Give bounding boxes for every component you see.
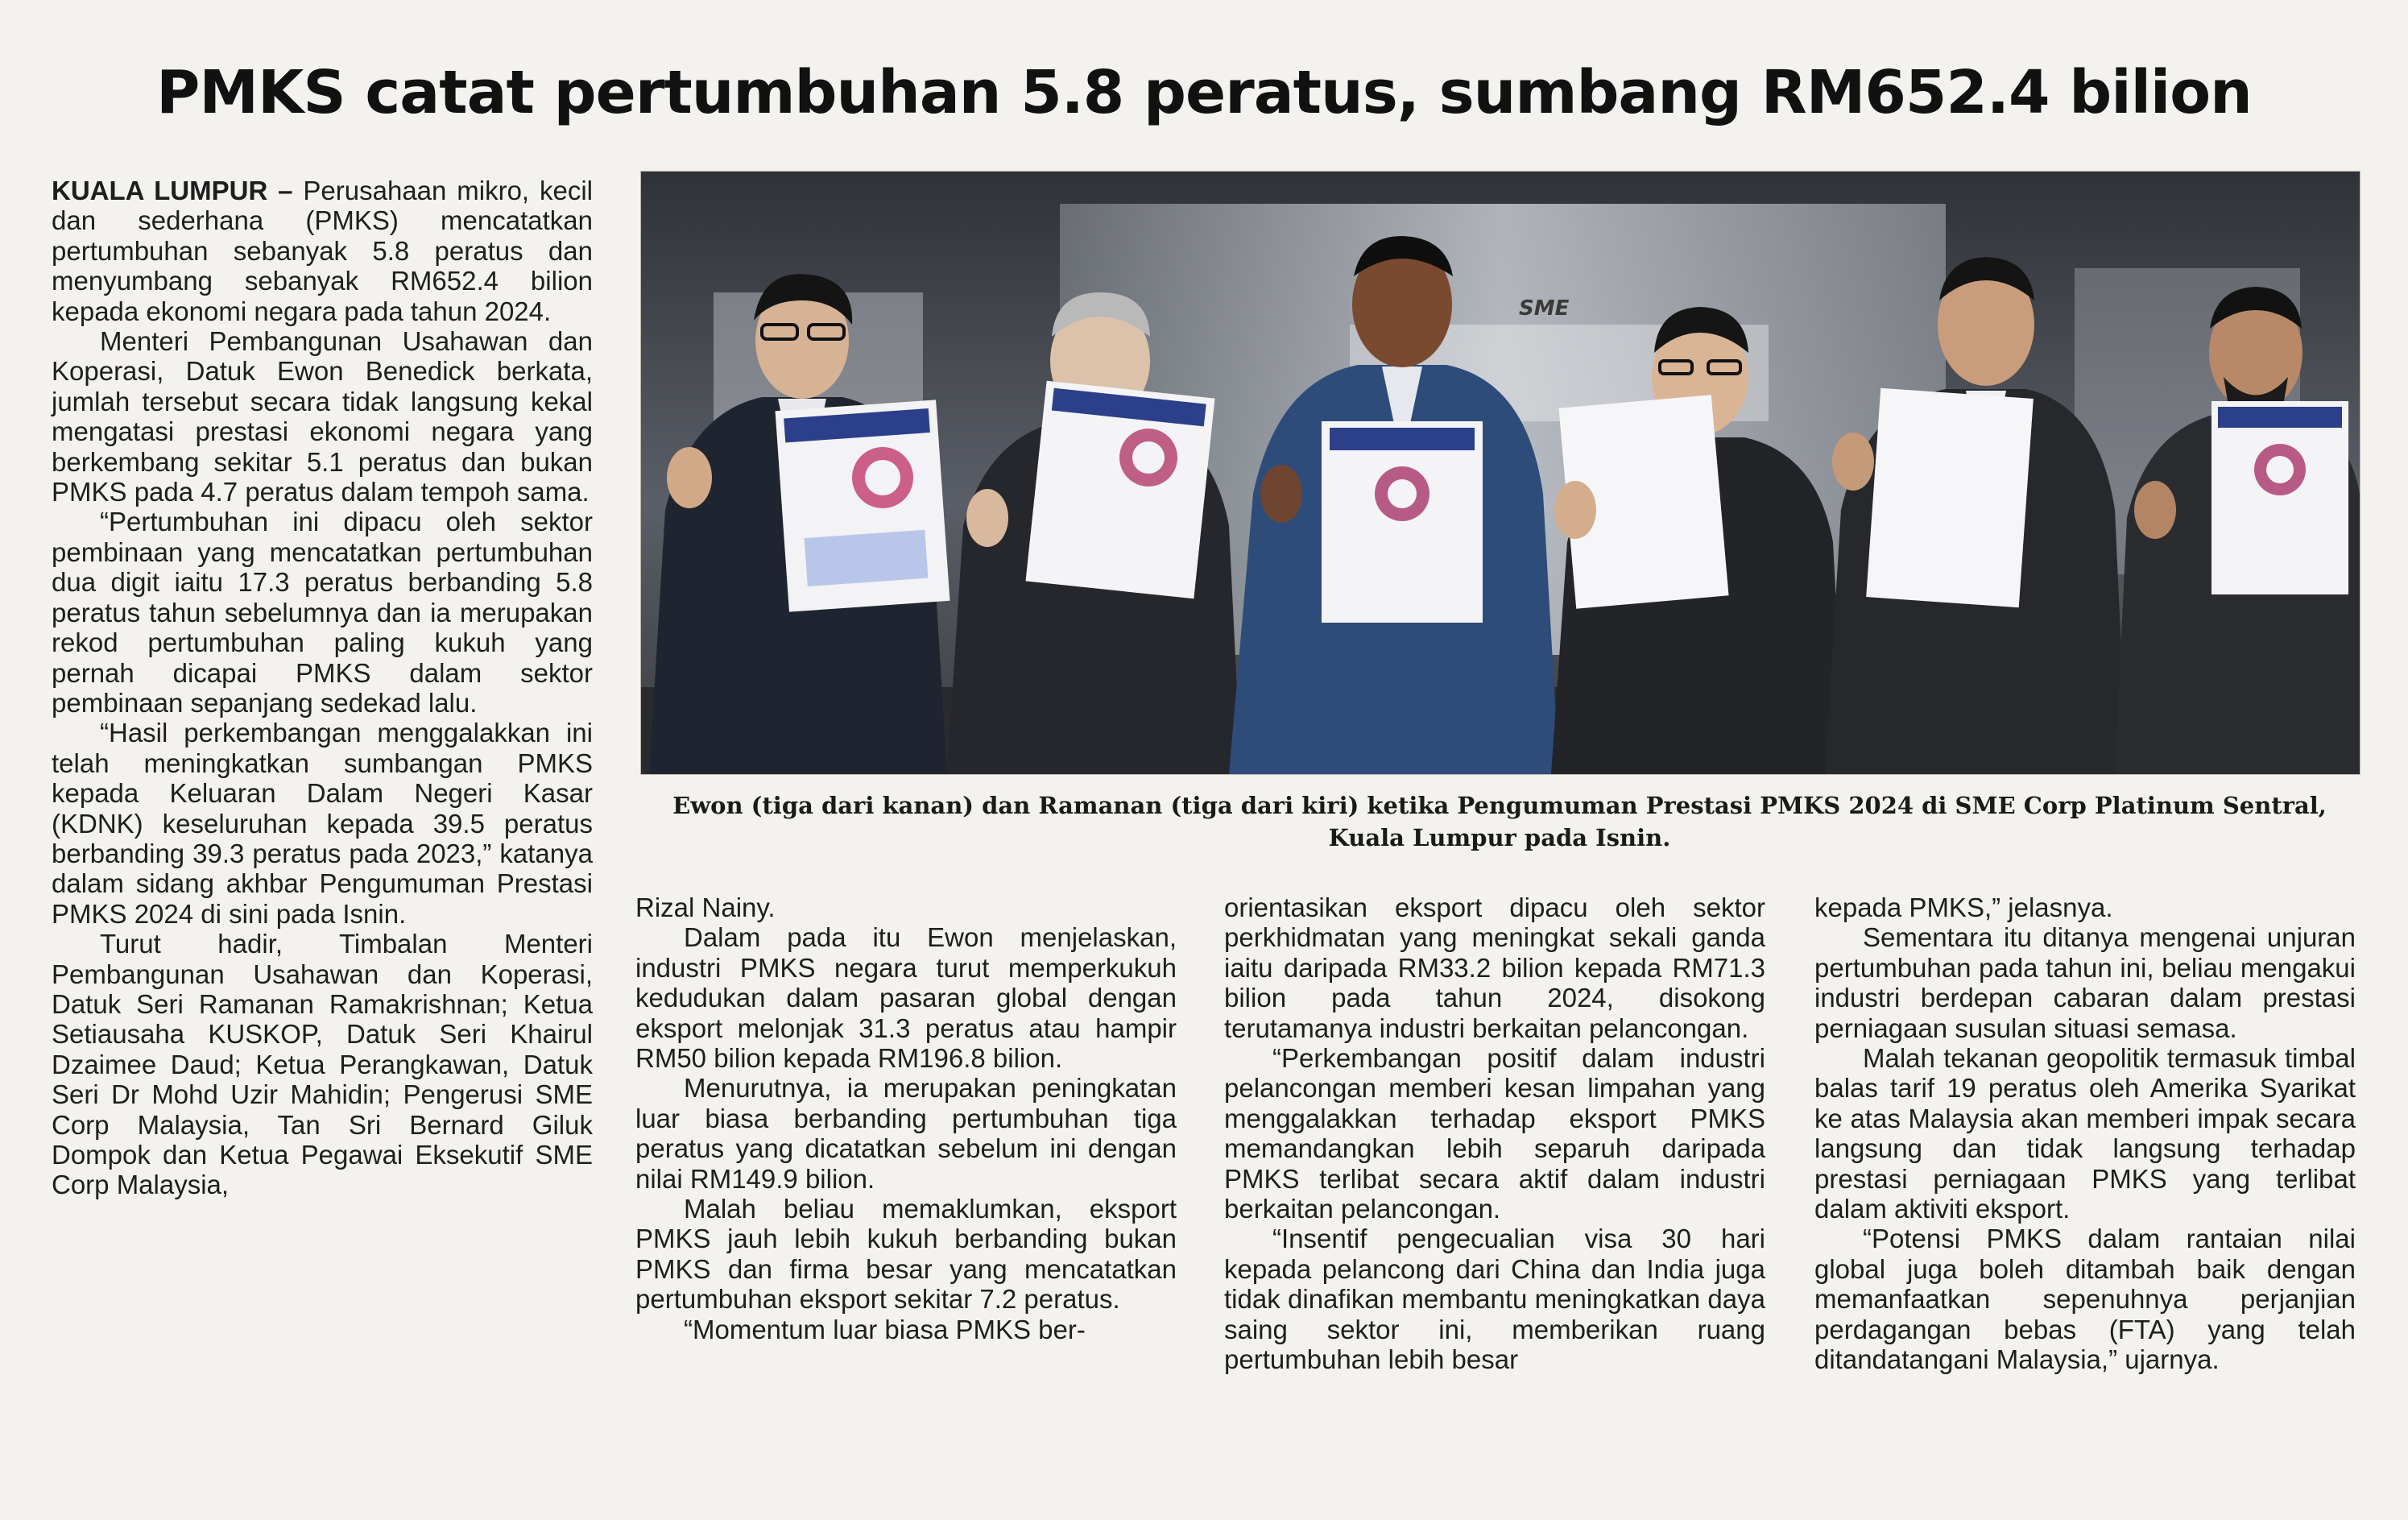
paragraph: “Perkembangan positif dalam industri pelancongan memberi kesan limpahan yang menggalakkan terhadap eksport PMKS memandangkan lebih separuh daripada PMKS terlibat secara aktif dalam industri berkaitan pelancongan. (1224, 1043, 1765, 1224)
article-column-1 (52, 176, 593, 1200)
paragraph: “Momentum luar biasa PMKS ber- (684, 1314, 1086, 1344)
banner-logo-text: SME (1519, 296, 1570, 321)
paragraph: “Pertumbuhan ini dipacu oleh sektor pembinaan yang mencatatkan pertumbuhan dua digit iaitu 17.3 peratus berbanding 5.8 peratus tahun sebelumnya dan ia merupakan rekod pertumbuhan paling kukuh yang pernah dicapai PMKS dalam sektor pembinaan sepanjang sedekad lalu. (52, 507, 593, 718)
photo-caption (644, 789, 2355, 854)
article-column-3 (1224, 893, 1765, 1375)
headline: PMKS catat pertumbuhan 5.8 peratus, sumbang RM652.4 bilion (156, 58, 2252, 127)
lead-paragraph (52, 176, 593, 326)
dateline: KUALA LUMPUR – (52, 176, 293, 205)
paragraph: Rizal Nainy. (635, 893, 776, 922)
paragraph: Turut hadir, Timbalan Menteri Pembangunan Usahawan dan Koperasi, Datuk Seri Ramanan Ramakrishnan; Ketua Setiausaha KUSKOP, Datuk Seri Khairul Dzaimee Daud; Ketua Perangkawan, Datuk Seri Dr Mohd Uzir Mahidin; Pengerusi SME Corp Malaysia, Tan Sri Bernard Giluk Dompok dan Ketua Pegawai Eksekutif SME Corp Malaysia, (52, 929, 593, 1200)
lead-text: Perusahaan mikro, kecil dan sederhana (PMKS) mencatatkan pertumbuhan sebanyak 5.8 peratus dan menyumbang sebanyak RM652.4 bilion kepada ekonomi negara pada tahun 2024. (52, 176, 593, 326)
caption-line-1: Ewon (tiga dari kanan) dan Ramanan (tiga dari kiri) ketika Pengumuman Prestasi PMKS 2024 di SME Corp Platinum Sentral, (672, 792, 2327, 819)
photo-illustration (641, 172, 2360, 774)
caption-line-2: Kuala Lumpur pada Isnin. (1328, 824, 1671, 851)
press-photo (640, 171, 2360, 775)
paragraph: Menurutnya, ia merupakan peningkatan luar biasa berbanding pertumbuhan tiga peratus yang dicatatkan sebelum ini dengan nilai RM149.9 bilion. (635, 1073, 1177, 1194)
paragraph: Menteri Pembangunan Usahawan dan Koperasi, Datuk Ewon Benedick berkata, jumlah tersebut secara tidak langsung kekal mengatasi prestasi ekonomi negara yang berkembang sekitar 5.1 peratus dan bukan PMKS pada 4.7 peratus dalam tempoh sama. (52, 326, 593, 507)
paragraph: Malah beliau memaklumkan, eksport PMKS jauh lebih kukuh berbanding bukan PMKS dan firma besar yang mencatatkan pertumbuhan eksport sekitar 7.2 peratus. (635, 1194, 1177, 1315)
paragraph: “Insentif pengecualian visa 30 hari kepada pelancong dari China dan India juga tidak dinafikan membantu meningkatkan daya saing sektor ini, memberikan ruang pertumbuhan lebih besar (1224, 1224, 1765, 1375)
paragraph: kepada PMKS,” jelasnya. (1814, 893, 2113, 922)
paragraph: “Hasil perkembangan menggalakkan ini telah meningkatkan sumbangan PMKS kepada Keluaran Dalam Negeri Kasar (KDNK) keseluruhan kepada 39.5 peratus berbanding 39.3 peratus pada 2023,” katanya dalam sidang akhbar Pengumuman Prestasi PMKS 2024 di sini pada Isnin. (52, 718, 593, 929)
paragraph: Malah tekanan geopolitik termasuk timbal balas tarif 19 peratus oleh Amerika Syarikat ke atas Malaysia akan memberi impak secara langsung dan tidak langsung terhadap prestasi perniagaan PMKS yang terlibat dalam aktiviti eksport. (1814, 1043, 2356, 1224)
article-column-2 (635, 893, 1177, 1344)
paragraph: orientasikan eksport dipacu oleh sektor perkhidmatan yang meningkat sekali ganda iaitu daripada RM33.2 bilion kepada RM71.3 bilion pada tahun 2024, disokong terutamanya industri berkaitan pelancongan. (1224, 893, 1765, 1043)
article-column-4 (1814, 893, 2356, 1375)
paragraph: Dalam pada itu Ewon menjelaskan, industri PMKS negara turut memperkukuh kedudukan dalam pasaran global dengan eksport melonjak 31.3 peratus atau hampir RM50 bilion kepada RM196.8 bilion. (635, 922, 1177, 1074)
paragraph: “Potensi PMKS dalam rantaian nilai global juga boleh ditambah baik dengan memanfaatkan sepenuhnya perjanjian perdagangan bebas (FTA) yang telah ditandatangani Malaysia,” ujarnya. (1814, 1224, 2356, 1375)
paragraph: Sementara itu ditanya mengenai unjuran pertumbuhan pada tahun ini, beliau mengakui industri berdepan cabaran dalam prestasi perniagaan susulan situasi semasa. (1814, 922, 2356, 1043)
